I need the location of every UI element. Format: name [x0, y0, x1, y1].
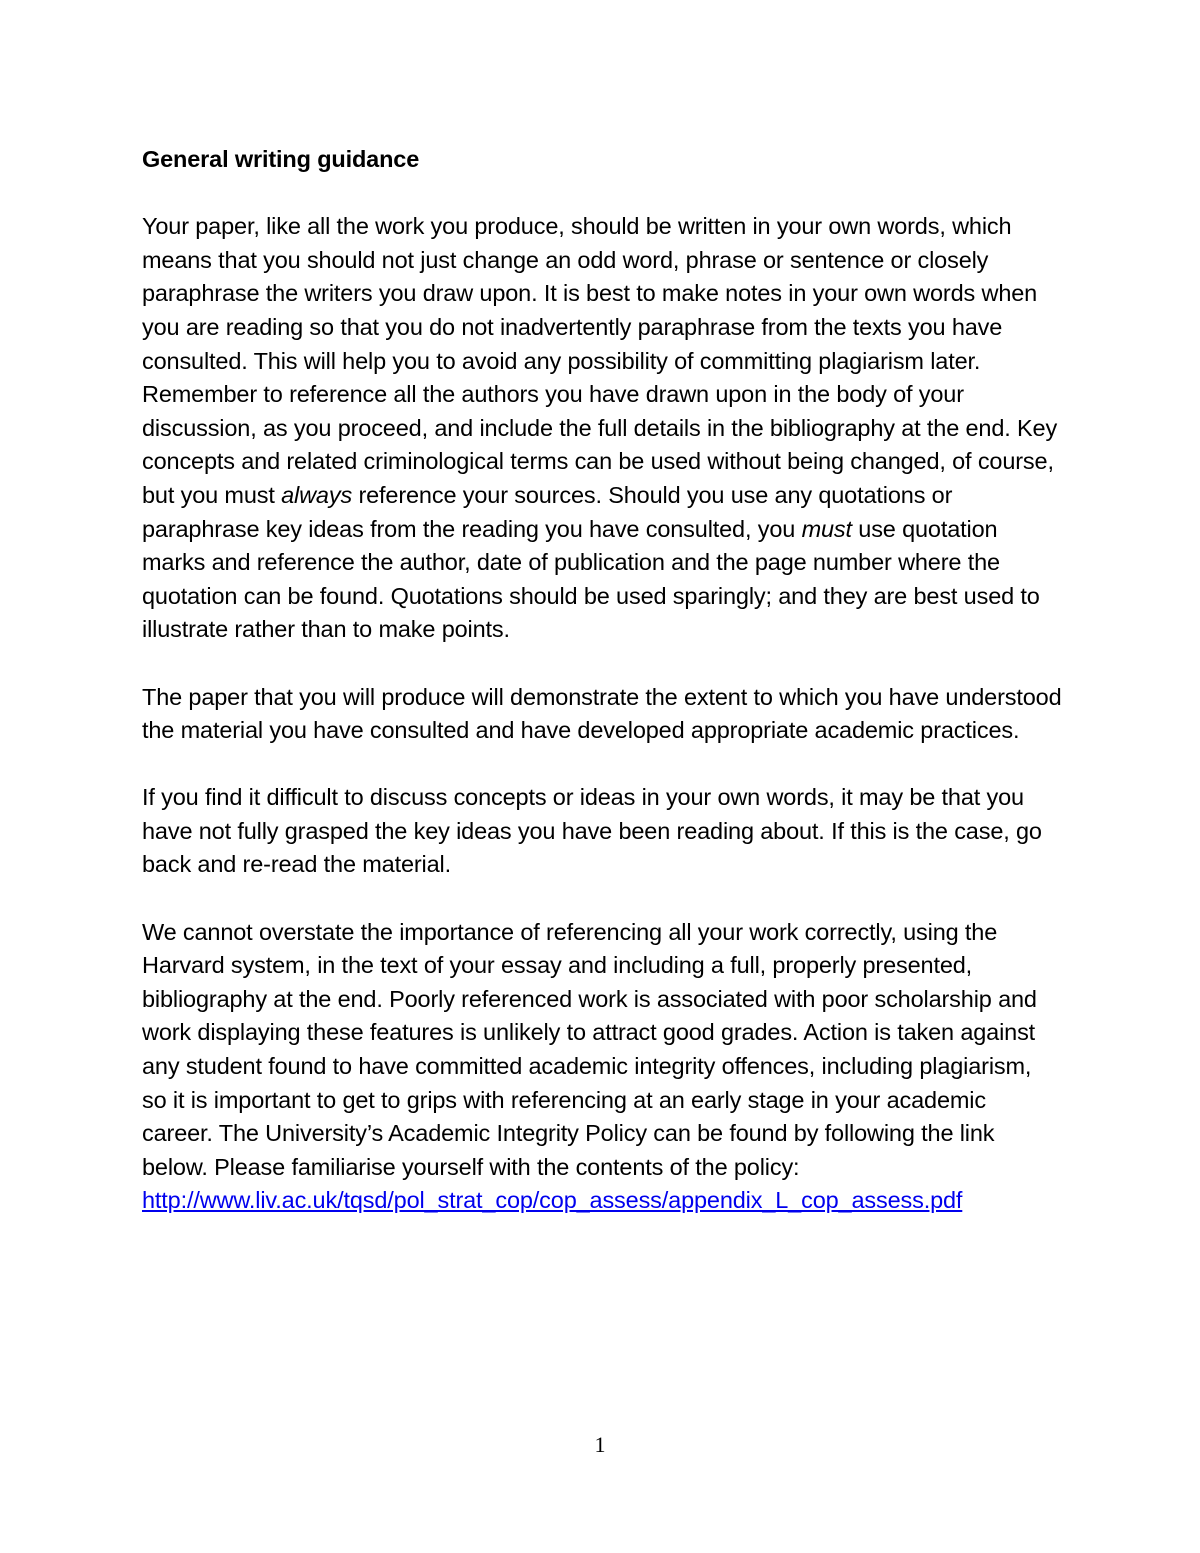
policy-link[interactable]: http://www.liv.ac.uk/tqsd/pol_strat_cop/cop_assess/appendix_L_cop_assess.pdf — [142, 1187, 963, 1214]
page-number: 1 — [594, 1432, 606, 1457]
emphasis-must: must — [801, 515, 852, 542]
paragraph-4 — [142, 916, 1062, 1218]
paragraph-1-text-b: reference your sources. Should you use any quotations or paraphrase key ideas from the reading you have consulted, you — [142, 481, 953, 542]
paragraph-1-text-a: Your paper, like all the work you produce, should be written in your own words, which means that you should not just change an odd word, phrase or sentence or closely paraphrase the writers you draw upon. It is best to make notes in your own words when you are reading so that you do not inadvertently paraphrase from the texts you have consulted. This will help you to avoid any possibility of committing plagiarism later. Remember to reference all the authors you have drawn upon in the body of your discussion, as you proceed, and include the full details in the bibliography at the end. Key concepts and related criminological terms can be used without being changed, of course, but you must — [142, 213, 1058, 508]
section-heading: General writing guidance — [142, 146, 420, 172]
paragraph-1 — [142, 210, 1062, 647]
paragraph-4-text: We cannot overstate the importance of referencing all your work correctly, using the Harvard system, in the text of your essay and including a full, properly presented, bibliography at the end. Poorly referenced work is associated with poor scholarship and work displaying these features is unlikely to attract good grades. Action is taken against any student found to have committed academic integrity offences, including plagiarism, so it is important to get to grips with referencing at an early stage in your academic career. The University’s Academic Integrity Policy can be found by following the link below. Please familiarise yourself with the contents of the policy: — [142, 918, 1037, 1180]
document-body — [142, 143, 1062, 1218]
paragraph-3: If you find it difficult to discuss concepts or ideas in your own words, it may be that you have not fully grasped the key ideas you have been reading about. If this is the case, go back and re-read the material. — [142, 784, 1042, 878]
emphasis-always: always — [281, 481, 353, 508]
paragraph-2: The paper that you will produce will demonstrate the extent to which you have understood the material you have consulted and have developed appropriate academic practices. — [142, 683, 1062, 744]
paragraph-1-text-c: use quotation marks and reference the author, date of publication and the page number where the quotation can be found. Quotations should be used sparingly; and they are best used to illustrate rather than to make points. — [142, 515, 1040, 643]
